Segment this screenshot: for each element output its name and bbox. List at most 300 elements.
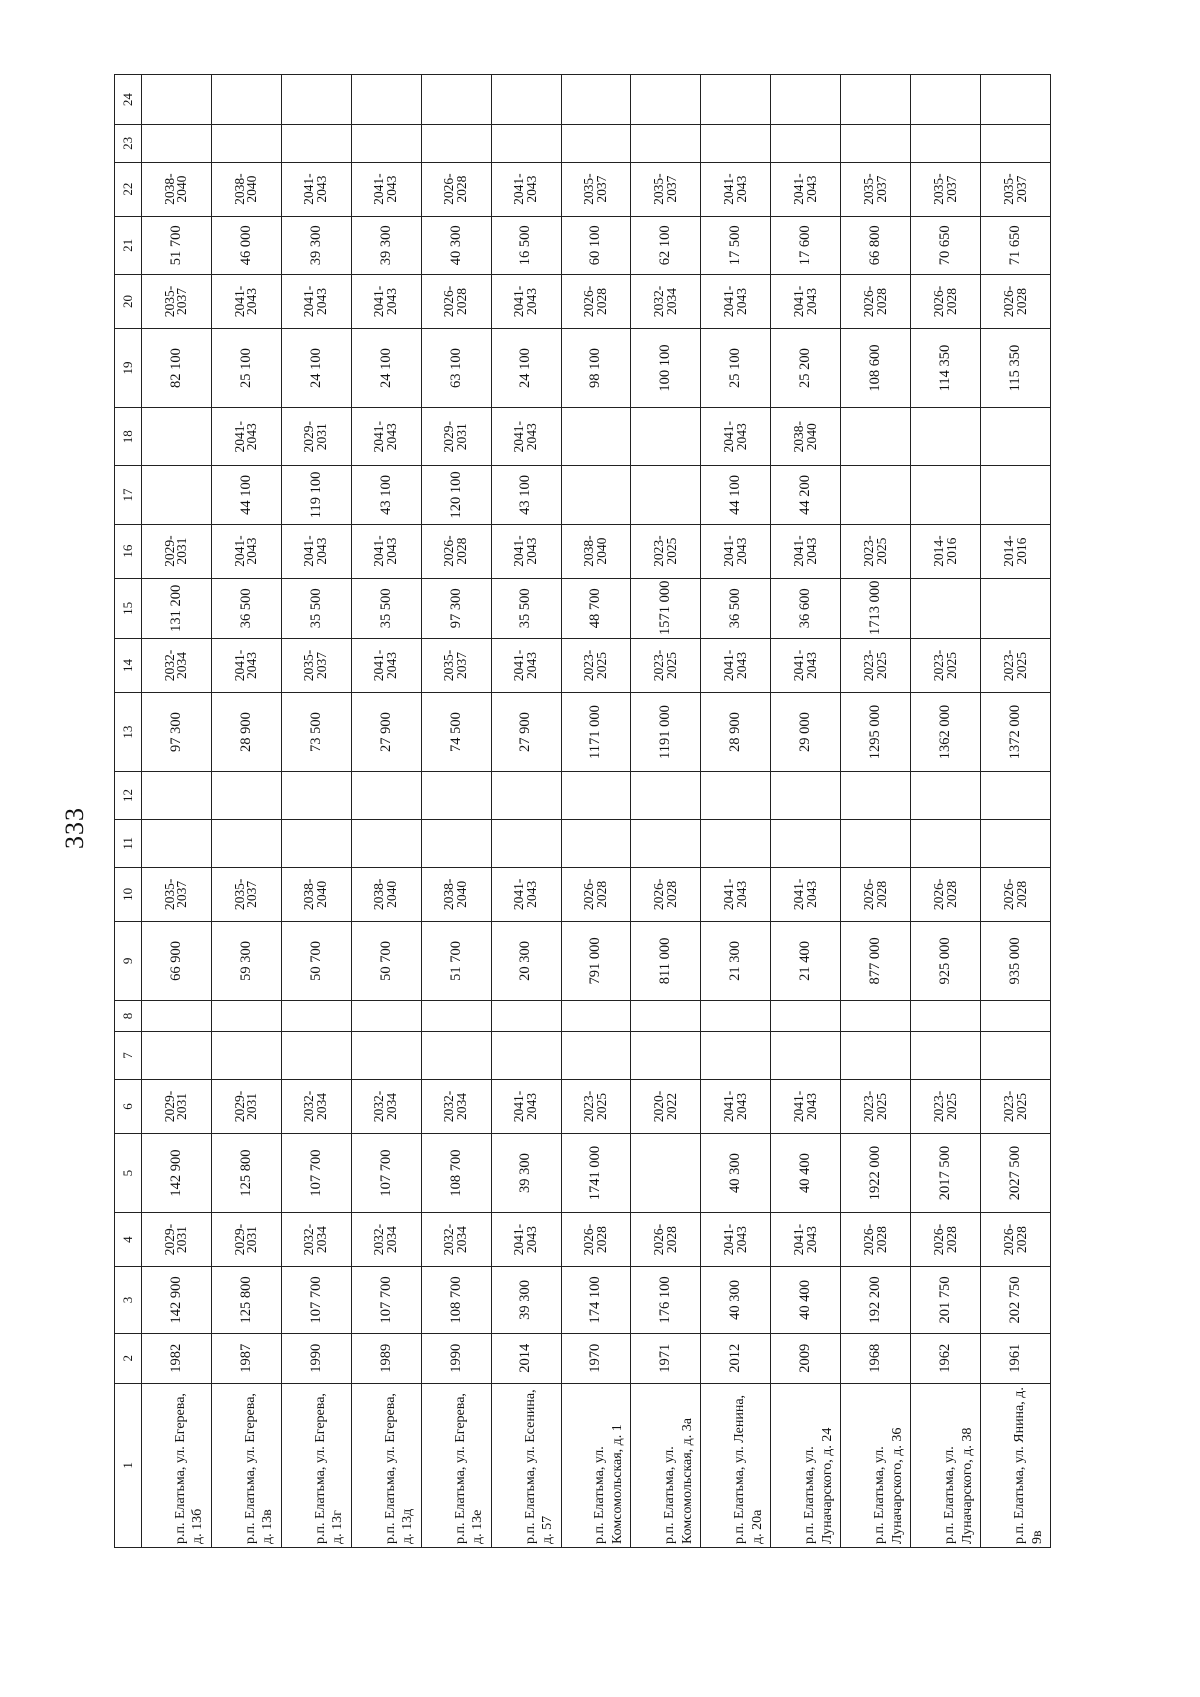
table-cell <box>981 1000 1051 1031</box>
table-cell <box>701 1032 771 1080</box>
table-cell <box>701 1000 771 1031</box>
table-cell <box>771 819 841 867</box>
table-cell: 2029-2031 <box>142 1213 212 1267</box>
table-cell: 2041-2043 <box>491 274 561 328</box>
table-cell: 2014 <box>491 1333 561 1383</box>
table-cell: 2035-2037 <box>142 867 212 921</box>
table-cell: 17 500 <box>701 216 771 274</box>
table-cell <box>211 1000 281 1031</box>
table-row <box>211 75 281 1548</box>
table-cell: 925 000 <box>911 921 981 1000</box>
table-cell: 2032-2034 <box>281 1079 351 1133</box>
table-cell: 2032-2034 <box>421 1213 491 1267</box>
table-cell: 44 100 <box>701 466 771 524</box>
header-row <box>115 75 142 1548</box>
table-cell <box>421 1000 491 1031</box>
table-cell: 201 750 <box>911 1267 981 1334</box>
table-cell: 2041-2043 <box>701 1079 771 1133</box>
table-cell <box>841 125 911 162</box>
table-cell: 1968 <box>841 1333 911 1383</box>
table-cell <box>841 75 911 125</box>
table-body <box>142 75 1051 1548</box>
table-cell <box>631 408 701 466</box>
table-cell <box>631 819 701 867</box>
table-cell: 82 100 <box>142 329 212 408</box>
table-cell: 44 100 <box>211 466 281 524</box>
table-cell: 2041-2043 <box>771 638 841 692</box>
table-cell: 97 300 <box>142 693 212 772</box>
table-cell <box>701 772 771 820</box>
table-cell: 1372 000 <box>981 693 1051 772</box>
table-cell: 43 100 <box>491 466 561 524</box>
column-header: 3 <box>115 1267 142 1334</box>
table-cell <box>911 466 981 524</box>
table-cell: 2026-2028 <box>841 1213 911 1267</box>
table-cell <box>631 125 701 162</box>
table-cell: 24 100 <box>351 329 421 408</box>
table-cell: 66 800 <box>841 216 911 274</box>
table-cell <box>771 75 841 125</box>
table-cell: 2029-2031 <box>142 524 212 578</box>
table-cell <box>421 125 491 162</box>
table-cell: 50 700 <box>281 921 351 1000</box>
table-cell: 2029-2031 <box>281 408 351 466</box>
table-cell: 2041-2043 <box>351 162 421 216</box>
table-cell: 2041-2043 <box>491 524 561 578</box>
table-cell: 46 000 <box>211 216 281 274</box>
table-cell <box>771 125 841 162</box>
address-cell: р.п. Елатьма, ул. Луначарского, д. 24 <box>771 1383 841 1547</box>
table-cell: 1713 000 <box>841 578 911 638</box>
table-cell: 20 300 <box>491 921 561 1000</box>
table-cell <box>981 466 1051 524</box>
table-cell: 36 500 <box>211 578 281 638</box>
table-cell: 2038-2040 <box>211 162 281 216</box>
table-cell: 2017 500 <box>911 1134 981 1213</box>
column-header: 20 <box>115 274 142 328</box>
table-cell: 1922 000 <box>841 1134 911 1213</box>
address-cell: р.п. Елатьма, ул. Луначарского, д. 38 <box>911 1383 981 1547</box>
table-cell: 25 100 <box>211 329 281 408</box>
address-cell: р.п. Елатьма, ул. Егерева, д. 13д <box>351 1383 421 1547</box>
address-cell: р.п. Елатьма, ул. Ленина, д. 20а <box>701 1383 771 1547</box>
table-cell: 2023-2025 <box>981 1079 1051 1133</box>
table-cell: 27 900 <box>491 693 561 772</box>
table-cell: 39 300 <box>491 1134 561 1213</box>
table-cell: 791 000 <box>561 921 631 1000</box>
table-cell: 2026-2028 <box>421 162 491 216</box>
address-cell: р.п. Елатьма, ул. Егерева, д. 13б <box>142 1383 212 1547</box>
column-header: 11 <box>115 819 142 867</box>
table-cell: 2041-2043 <box>771 1079 841 1133</box>
table-cell <box>491 1032 561 1080</box>
table-cell <box>631 772 701 820</box>
table-cell: 50 700 <box>351 921 421 1000</box>
table-cell <box>631 466 701 524</box>
table-row <box>491 75 561 1548</box>
table-cell: 1362 000 <box>911 693 981 772</box>
table-cell: 120 100 <box>421 466 491 524</box>
column-header: 13 <box>115 693 142 772</box>
table-cell <box>281 1032 351 1080</box>
table-cell: 2041-2043 <box>771 1213 841 1267</box>
table-cell: 2041-2043 <box>771 162 841 216</box>
table-cell <box>911 772 981 820</box>
table-cell: 39 300 <box>351 216 421 274</box>
table-cell: 2041-2043 <box>701 638 771 692</box>
table-cell <box>142 1000 212 1031</box>
table-cell: 21 400 <box>771 921 841 1000</box>
table-cell <box>491 772 561 820</box>
table-cell: 51 700 <box>421 921 491 1000</box>
table-cell: 2026-2028 <box>981 274 1051 328</box>
table-cell: 811 000 <box>631 921 701 1000</box>
table-cell: 1990 <box>281 1333 351 1383</box>
table-row <box>142 75 212 1548</box>
column-header: 10 <box>115 867 142 921</box>
table-cell <box>981 1032 1051 1080</box>
table-cell: 1295 000 <box>841 693 911 772</box>
table-cell <box>351 75 421 125</box>
table-cell: 2032-2034 <box>631 274 701 328</box>
table-cell: 2041-2043 <box>211 274 281 328</box>
table-cell: 114 350 <box>911 329 981 408</box>
table-cell <box>421 772 491 820</box>
table-cell: 877 000 <box>841 921 911 1000</box>
table-row <box>771 75 841 1548</box>
table-cell: 40 400 <box>771 1134 841 1213</box>
table-cell <box>211 772 281 820</box>
column-header: 9 <box>115 921 142 1000</box>
table-cell <box>841 1032 911 1080</box>
table-cell <box>561 1000 631 1031</box>
table-cell <box>631 1032 701 1080</box>
table-cell: 2026-2028 <box>911 274 981 328</box>
table-cell <box>771 772 841 820</box>
table-cell: 107 700 <box>351 1267 421 1334</box>
table-cell <box>421 819 491 867</box>
table-cell: 63 100 <box>421 329 491 408</box>
table-cell: 2035-2037 <box>911 162 981 216</box>
table-cell: 1990 <box>421 1333 491 1383</box>
table-cell: 202 750 <box>981 1267 1051 1334</box>
table-cell <box>351 819 421 867</box>
table-cell: 35 500 <box>351 578 421 638</box>
table-cell <box>981 578 1051 638</box>
table-cell <box>281 75 351 125</box>
table-cell: 1989 <box>351 1333 421 1383</box>
table-cell: 2023-2025 <box>911 638 981 692</box>
table-cell: 36 500 <box>701 578 771 638</box>
table-cell <box>981 75 1051 125</box>
table-cell: 2041-2043 <box>491 1213 561 1267</box>
table-cell: 1191 000 <box>631 693 701 772</box>
table-cell: 2041-2043 <box>491 408 561 466</box>
table-cell <box>561 466 631 524</box>
table-cell: 97 300 <box>421 578 491 638</box>
column-header: 2 <box>115 1333 142 1383</box>
table-cell: 59 300 <box>211 921 281 1000</box>
table-cell: 2041-2043 <box>701 408 771 466</box>
column-header: 7 <box>115 1032 142 1080</box>
table-cell: 2026-2028 <box>911 867 981 921</box>
table-cell <box>491 75 561 125</box>
table-cell: 2035-2037 <box>841 162 911 216</box>
table-cell <box>211 125 281 162</box>
table-cell: 2038-2040 <box>142 162 212 216</box>
table-cell: 2038-2040 <box>421 867 491 921</box>
data-table <box>114 74 1051 1548</box>
address-cell: р.п. Елатьма, ул. Есенина, д. 57 <box>491 1383 561 1547</box>
table-cell: 2026-2028 <box>421 524 491 578</box>
table-cell: 2038-2040 <box>281 867 351 921</box>
table-cell: 40 300 <box>701 1267 771 1334</box>
table-cell: 108 600 <box>841 329 911 408</box>
table-cell: 2041-2043 <box>771 274 841 328</box>
table-cell <box>211 1032 281 1080</box>
column-header: 21 <box>115 216 142 274</box>
table-cell: 1741 000 <box>561 1134 631 1213</box>
table-cell: 2041-2043 <box>701 524 771 578</box>
table-cell: 107 700 <box>281 1267 351 1334</box>
table-cell <box>142 819 212 867</box>
table-cell: 1987 <box>211 1333 281 1383</box>
table-cell <box>561 819 631 867</box>
table-cell: 24 100 <box>281 329 351 408</box>
table-cell <box>631 1000 701 1031</box>
table-cell: 935 000 <box>981 921 1051 1000</box>
column-header: 16 <box>115 524 142 578</box>
table-cell: 2029-2031 <box>211 1079 281 1133</box>
table-cell <box>701 75 771 125</box>
column-header: 19 <box>115 329 142 408</box>
table-row <box>911 75 981 1548</box>
column-header: 12 <box>115 772 142 820</box>
table-cell: 2041-2043 <box>701 867 771 921</box>
column-header: 14 <box>115 638 142 692</box>
table-cell: 2023-2025 <box>841 1079 911 1133</box>
table-cell <box>421 1032 491 1080</box>
table-cell: 2041-2043 <box>211 638 281 692</box>
table-cell <box>771 1032 841 1080</box>
table-cell <box>281 819 351 867</box>
table-cell: 2026-2028 <box>981 1213 1051 1267</box>
table-cell: 2041-2043 <box>771 524 841 578</box>
column-header: 23 <box>115 125 142 162</box>
table-cell: 2032-2034 <box>351 1079 421 1133</box>
table-cell: 192 200 <box>841 1267 911 1334</box>
table-cell: 28 900 <box>701 693 771 772</box>
table-cell: 2027 500 <box>981 1134 1051 1213</box>
table-cell: 2041-2043 <box>281 162 351 216</box>
table-cell: 27 900 <box>351 693 421 772</box>
table-cell <box>981 125 1051 162</box>
table-cell: 43 100 <box>351 466 421 524</box>
column-header: 5 <box>115 1134 142 1213</box>
table-cell: 28 900 <box>211 693 281 772</box>
table-cell: 24 100 <box>491 329 561 408</box>
table-cell <box>631 75 701 125</box>
table-cell: 142 900 <box>142 1134 212 1213</box>
table-cell <box>281 772 351 820</box>
address-cell: р.п. Елатьма, ул. Комсомольская, д. 3а <box>631 1383 701 1547</box>
table-cell <box>561 408 631 466</box>
table-cell: 119 100 <box>281 466 351 524</box>
table-cell: 1961 <box>981 1333 1051 1383</box>
table-cell: 2041-2043 <box>281 274 351 328</box>
table-cell: 2029-2031 <box>211 1213 281 1267</box>
table-cell: 29 000 <box>771 693 841 772</box>
table-cell: 1571 000 <box>631 578 701 638</box>
table-cell <box>841 408 911 466</box>
column-header: 8 <box>115 1000 142 1031</box>
table-cell: 48 700 <box>561 578 631 638</box>
table-cell <box>911 75 981 125</box>
address-cell: р.п. Елатьма, ул. Егерева, д. 13е <box>421 1383 491 1547</box>
table-cell: 2035-2037 <box>421 638 491 692</box>
table-cell: 39 300 <box>491 1267 561 1334</box>
table-cell: 2032-2034 <box>281 1213 351 1267</box>
address-cell: р.п. Елатьма, ул. Луначарского, д. 36 <box>841 1383 911 1547</box>
table-cell <box>351 772 421 820</box>
table-cell <box>701 125 771 162</box>
table-cell: 2029-2031 <box>421 408 491 466</box>
table-cell: 108 700 <box>421 1134 491 1213</box>
column-header: 18 <box>115 408 142 466</box>
table-cell: 1971 <box>631 1333 701 1383</box>
table-cell <box>142 1032 212 1080</box>
table-cell <box>142 125 212 162</box>
table-cell: 2012 <box>701 1333 771 1383</box>
table-row <box>701 75 771 1548</box>
table-cell: 2038-2040 <box>771 408 841 466</box>
table-cell: 2026-2028 <box>631 867 701 921</box>
table-cell: 2020-2022 <box>631 1079 701 1133</box>
table-cell <box>841 819 911 867</box>
table-cell: 2032-2034 <box>142 638 212 692</box>
address-cell: р.п. Елатьма, ул. Егерева, д. 13г <box>281 1383 351 1547</box>
table-cell: 2023-2025 <box>981 638 1051 692</box>
table-cell: 2035-2037 <box>981 162 1051 216</box>
table-cell <box>561 75 631 125</box>
table-cell <box>351 1000 421 1031</box>
table-cell <box>911 1000 981 1031</box>
table-cell: 2041-2043 <box>351 408 421 466</box>
table-cell <box>981 408 1051 466</box>
column-header: 6 <box>115 1079 142 1133</box>
table-cell: 71 650 <box>981 216 1051 274</box>
table-cell: 2038-2040 <box>351 867 421 921</box>
table-cell: 108 700 <box>421 1267 491 1334</box>
table-cell: 2041-2043 <box>281 524 351 578</box>
table-cell: 2041-2043 <box>701 274 771 328</box>
table-cell: 2026-2028 <box>421 274 491 328</box>
table-cell <box>142 466 212 524</box>
table-cell <box>841 466 911 524</box>
table-cell: 16 500 <box>491 216 561 274</box>
table-cell: 2041-2043 <box>351 274 421 328</box>
table-cell: 66 900 <box>142 921 212 1000</box>
table-cell: 1970 <box>561 1333 631 1383</box>
table-row <box>281 75 351 1548</box>
table-cell: 25 100 <box>701 329 771 408</box>
table-cell: 2032-2034 <box>421 1079 491 1133</box>
table-cell <box>211 819 281 867</box>
table-cell: 73 500 <box>281 693 351 772</box>
table-cell: 25 200 <box>771 329 841 408</box>
table-row <box>561 75 631 1548</box>
table-cell <box>491 125 561 162</box>
table-cell: 51 700 <box>142 216 212 274</box>
table-cell: 1962 <box>911 1333 981 1383</box>
table-cell: 2041-2043 <box>491 867 561 921</box>
table-cell <box>841 1000 911 1031</box>
table-cell <box>841 772 911 820</box>
table-cell: 2023-2025 <box>631 524 701 578</box>
table-cell: 39 300 <box>281 216 351 274</box>
table-cell: 2026-2028 <box>981 867 1051 921</box>
table-cell: 2041-2043 <box>491 638 561 692</box>
table-cell: 2041-2043 <box>701 162 771 216</box>
column-header: 22 <box>115 162 142 216</box>
table-cell <box>561 772 631 820</box>
table-cell: 36 600 <box>771 578 841 638</box>
column-header: 24 <box>115 75 142 125</box>
table-cell: 2035-2037 <box>561 162 631 216</box>
address-cell: р.п. Елатьма, ул. Янина, д. 9в <box>981 1383 1051 1547</box>
table-cell <box>491 1000 561 1031</box>
table-cell: 131 200 <box>142 578 212 638</box>
table-cell: 2035-2037 <box>142 274 212 328</box>
table-cell: 2026-2028 <box>561 1213 631 1267</box>
table-cell: 17 600 <box>771 216 841 274</box>
table-cell <box>981 819 1051 867</box>
table-container <box>114 74 1051 1548</box>
table-cell <box>351 1032 421 1080</box>
table-cell <box>142 772 212 820</box>
table-cell: 2041-2043 <box>771 867 841 921</box>
table-cell <box>281 1000 351 1031</box>
table-cell: 107 700 <box>281 1134 351 1213</box>
table-cell <box>911 578 981 638</box>
table-cell: 2041-2043 <box>351 638 421 692</box>
table-cell: 2014-2016 <box>911 524 981 578</box>
table-cell: 125 800 <box>211 1134 281 1213</box>
table-cell: 2041-2043 <box>351 524 421 578</box>
table-cell: 2029-2031 <box>142 1079 212 1133</box>
table-cell: 1982 <box>142 1333 212 1383</box>
table-cell: 40 300 <box>421 216 491 274</box>
table-cell: 2026-2028 <box>841 867 911 921</box>
address-cell: р.п. Елатьма, ул. Комсомольская, д. 1 <box>561 1383 631 1547</box>
table-cell: 2023-2025 <box>841 638 911 692</box>
table-cell: 125 800 <box>211 1267 281 1334</box>
table-cell: 2041-2043 <box>701 1213 771 1267</box>
table-cell: 2026-2028 <box>911 1213 981 1267</box>
table-cell: 35 500 <box>281 578 351 638</box>
table-cell <box>491 819 561 867</box>
page-number: 333 <box>60 807 89 849</box>
table-cell: 2026-2028 <box>631 1213 701 1267</box>
table-cell <box>911 819 981 867</box>
table-cell: 115 350 <box>981 329 1051 408</box>
table-cell: 98 100 <box>561 329 631 408</box>
table-cell: 100 100 <box>631 329 701 408</box>
table-cell: 2035-2037 <box>211 867 281 921</box>
table-cell: 40 300 <box>701 1134 771 1213</box>
table-cell: 2041-2043 <box>211 524 281 578</box>
table-cell <box>281 125 351 162</box>
